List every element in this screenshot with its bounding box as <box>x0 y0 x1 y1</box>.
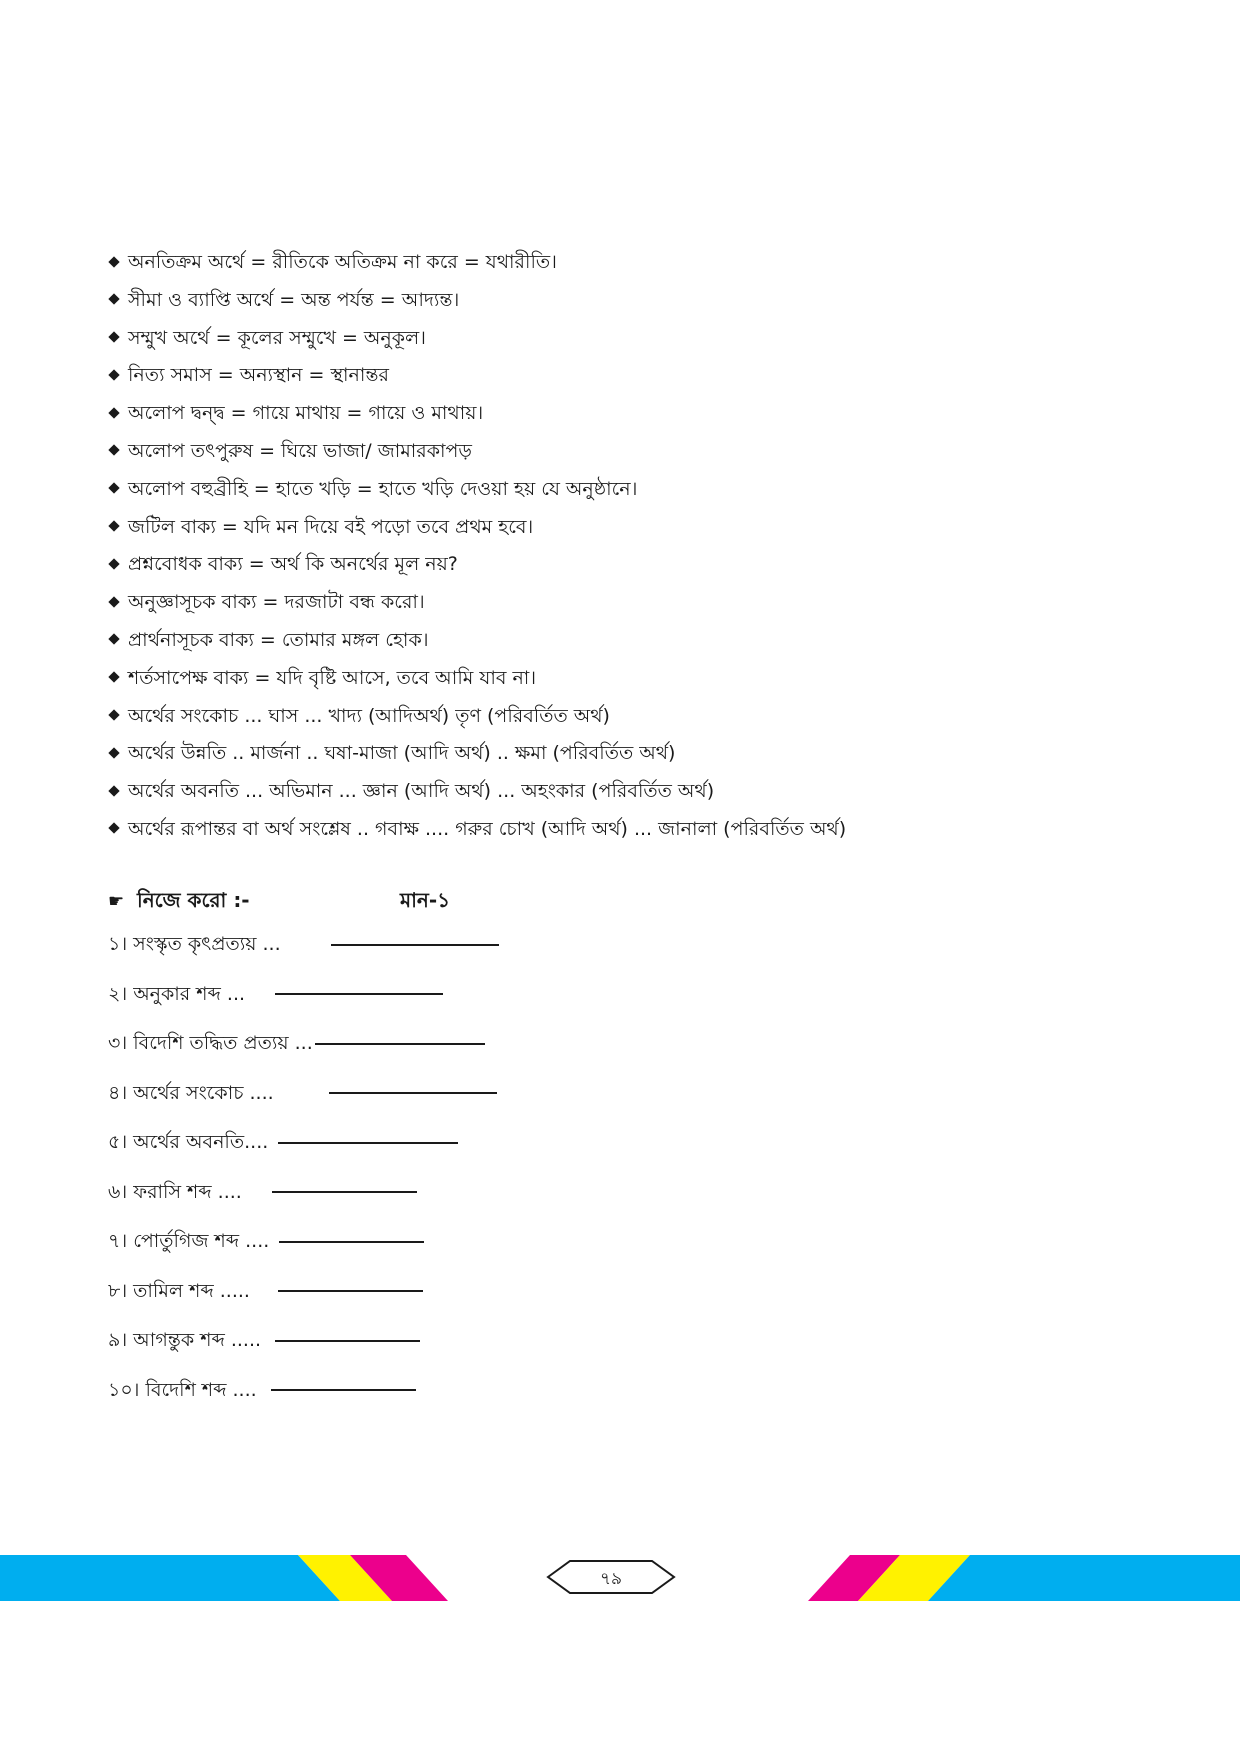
page-number: ৭৯ <box>599 1569 623 1589</box>
list-item-text: নিত্য সমাস = অন্যস্থান = স্থানান্তর <box>128 364 389 387</box>
list-item-text: অনতিক্রম অর্থে = রীতিকে অতিক্রম না করে = যথারীতি। <box>128 251 557 273</box>
diamond-bullet-icon <box>108 520 119 531</box>
diamond-bullet-icon <box>108 331 119 342</box>
list-item-text: অলোপ বহুব্রীহি = হাতে খড়ি = হাতে খড়ি দেওয়া হয় যে অনুষ্ঠানে। <box>128 477 638 500</box>
list-item-text: অর্থের সংকোচ ... ঘাস ... খাদ্য (আদিঅর্থ) তৃণ (পরিবর্তিত অর্থ) <box>128 704 610 727</box>
list-item <box>108 320 1128 358</box>
list-item <box>108 395 1128 433</box>
question-text: ৫। অর্থের অবনতি.... <box>108 1131 269 1153</box>
practice-heading-row <box>108 880 1008 920</box>
diamond-bullet-icon <box>108 256 119 267</box>
list-item-text: অর্থের অবনতি ... অভিমান ... জ্ঞান (আদি অর্থ) ... অহংকার (পরিবর্তিত অর্থ) <box>128 780 715 803</box>
answer-blank <box>278 1290 423 1292</box>
question-row <box>108 1069 1008 1119</box>
list-item-text: সম্মুখ অর্থে = কূলের সম্মুখে = অনুকূল। <box>128 326 426 349</box>
question-text: ৬। ফরাসি শব্দ .... <box>108 1180 242 1203</box>
practice-heading: নিজে করো :- <box>136 888 250 912</box>
question-row <box>108 920 1008 970</box>
list-item <box>108 698 1128 736</box>
diamond-bullet-icon <box>108 294 119 305</box>
list-item-text: সীমা ও ব্যাপ্তি অর্থে = অন্ত পর্যন্ত = আদ্যন্ত। <box>128 288 460 311</box>
diamond-bullet-icon <box>108 823 119 834</box>
diamond-bullet-icon <box>108 483 119 494</box>
question-row <box>108 1118 1008 1168</box>
question-text: ৮। তামিল শব্দ ..... <box>108 1279 250 1302</box>
definition-list <box>108 244 1128 849</box>
question-text: ২। অনুকার শব্দ ... <box>108 982 246 1005</box>
list-item-text: অনুজ্ঞাসূচক বাক্য = দরজাটা বন্ধ করো। <box>128 591 425 614</box>
list-item <box>108 471 1128 509</box>
diamond-bullet-icon <box>108 672 119 683</box>
diamond-bullet-icon <box>108 634 119 645</box>
list-item <box>108 584 1128 622</box>
list-item-text: অর্থের উন্নতি .. মার্জনা .. ঘষা-মাজা (আদি অর্থ) .. ক্ষমা (পরিবর্তিত অর্থ) <box>128 742 676 765</box>
question-text: ৭। পোর্তুগিজ শব্দ .... <box>108 1230 270 1252</box>
list-item <box>108 546 1128 584</box>
answer-blank <box>329 1092 497 1094</box>
marks-label: মান-১ <box>400 888 451 912</box>
diamond-bullet-icon <box>108 445 119 456</box>
answer-blank <box>271 1389 416 1391</box>
answer-blank <box>315 1043 485 1045</box>
footer-right-cyan-stripe <box>928 1555 1240 1601</box>
diamond-bullet-icon <box>108 709 119 720</box>
footer-left-cyan-stripe <box>0 1555 340 1601</box>
question-text: ৩। বিদেশি তদ্ধিত প্রত্যয় ... <box>108 1032 313 1054</box>
diamond-bullet-icon <box>108 785 119 796</box>
diamond-bullet-icon <box>108 369 119 380</box>
question-row <box>108 1168 1008 1218</box>
list-item <box>108 622 1128 660</box>
diamond-bullet-icon <box>108 747 119 758</box>
list-item <box>108 433 1128 471</box>
list-item-text: অলোপ দ্বন্দ্ব = গায়ে মাথায় = গায়ে ও মাথায়। <box>128 402 484 425</box>
answer-blank <box>275 1340 420 1342</box>
question-text: ৪। অর্থের সংকোচ .... <box>108 1081 274 1104</box>
list-item-text: শর্তসাপেক্ষ বাক্য = যদি বৃষ্টি আসে, তবে আমি যাব না। <box>128 666 537 689</box>
answer-blank <box>275 993 443 995</box>
list-item-text: জটিল বাক্য = যদি মন দিয়ে বই পড়ো তবে প্রথম হবে। <box>128 515 534 538</box>
list-item-text: অলোপ তৎপুরুষ = ঘিয়ে ভাজা/ জামারকাপড় <box>128 439 472 462</box>
question-text: ১। সংস্কৃত কৃৎপ্রত্যয় ... <box>108 933 281 955</box>
diamond-bullet-icon <box>108 558 119 569</box>
diamond-bullet-icon <box>108 596 119 607</box>
list-item <box>108 660 1128 698</box>
question-row <box>108 1217 1008 1267</box>
list-item-text: প্রার্থনাসূচক বাক্য = তোমার মঙ্গল হোক। <box>128 628 429 651</box>
list-item <box>108 773 1128 811</box>
question-row <box>108 1316 1008 1366</box>
question-row <box>108 1019 1008 1069</box>
question-row <box>108 1366 1008 1416</box>
list-item <box>108 244 1128 282</box>
answer-blank <box>279 1241 424 1243</box>
footer-band <box>0 1555 1240 1601</box>
diamond-bullet-icon <box>108 407 119 418</box>
list-item <box>108 509 1128 547</box>
list-item <box>108 282 1128 320</box>
practice-section <box>108 880 1008 1415</box>
answer-blank <box>331 944 499 946</box>
question-text: ১০। বিদেশি শব্দ .... <box>108 1378 257 1401</box>
answer-blank <box>272 1191 417 1193</box>
list-item <box>108 357 1128 395</box>
list-item-text: অর্থের রূপান্তর বা অর্থ সংশ্লেষ .. গবাক্ষ .... গরুর চোখ (আদি অর্থ) ... জানালা (পরিবর্তিত অর্থ) <box>128 817 847 840</box>
question-row <box>108 970 1008 1020</box>
answer-blank <box>278 1142 458 1144</box>
list-item-text: প্রশ্নবোধক বাক্য = অর্থ কি অনর্থের মূল নয়? <box>128 553 458 576</box>
question-row <box>108 1267 1008 1317</box>
list-item <box>108 735 1128 773</box>
list-item <box>108 811 1128 849</box>
pointing-hand-icon: ☛ <box>108 891 125 912</box>
question-text: ৯। আগন্তুক শব্দ ..... <box>108 1329 262 1351</box>
